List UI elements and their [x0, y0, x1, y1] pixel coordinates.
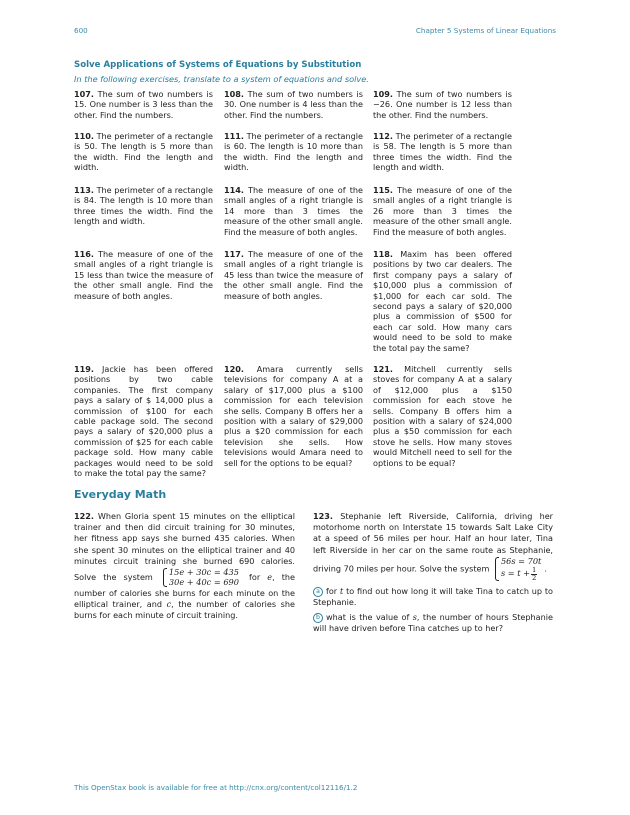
exercise-text: The sum of two numbers is 30. One number is 4 less than the other. Find the numbers.	[224, 89, 363, 120]
exercise-118	[373, 249, 512, 353]
exercise-text: for	[326, 585, 338, 596]
exercise-number: 113.	[74, 185, 94, 195]
exercise-text: Jackie has been offered positions by two cable companies. The first company pays a salary of $ 14,000 plus a commission of $100 for each cable package sold. The second pays a salary of $20,000 plus a commission of $25 for each cable package sold. How many cable packages would need to be sold to make the total pay the same?	[74, 364, 213, 479]
exercise-number: 107.	[74, 89, 94, 99]
exercise-text: The perimeter of a rectangle is 58. The length is 5 more than three times the width. Find the length and width.	[373, 131, 512, 173]
variable: t	[339, 585, 344, 596]
exercise-text: The measure of one of the small angles of a right triangle is 15 less than twice the measure of the other small angle. Find the measure of both angles.	[74, 249, 213, 301]
exercise-text: When Gloria spent 15 minutes on the elliptical trainer and then did circuit training for 30 minutes, her fitness app says she burned 435 calories. When she spent 30 minutes on the elliptical trainer and 40 minutes circuit training she burned 690 calories. Solve the system	[74, 511, 295, 582]
exercise-text: Maxim has been offered positions by two car dealers. The first company pays a salary of $10,000 plus a commission of $1,000 for each car sold. The second pays a salary of $20,000 plus a commission of $500 for each car sold. How many cars would need to be sold to make the total pay the same?	[373, 249, 512, 353]
exercise-112	[373, 131, 512, 173]
exercise-117	[224, 249, 363, 301]
part-a	[313, 586, 553, 608]
part-marker-icon: b	[313, 613, 323, 623]
variable: c	[166, 599, 172, 610]
exercise-text: Stephanie left Riverside, California, driving her motorhome north on Interstate 15 towards Salt Lake City at a speed of 56 miles per hour. Half an hour later, Tina left Riverside in her car on the same route as Stephanie, driving 70 miles per hour. Solve the system	[313, 511, 554, 574]
equation-system	[163, 567, 239, 588]
exercise-number: 115.	[373, 185, 393, 195]
exercise-number: 120.	[224, 364, 244, 374]
equation-line: 15e + 30c = 435	[168, 567, 239, 578]
exercise-text: what is the value of	[326, 612, 410, 623]
variable: e	[267, 571, 273, 582]
part-marker-icon: a	[313, 587, 323, 597]
exercise-110	[74, 131, 213, 173]
exercise-114	[224, 185, 363, 237]
exercise-text: Mitchell currently sells stoves for company A at a salary of $12,000 plus a $150 commission for each stove he sells. Company B offers him a position with a salary of $24,000 plus a $50 commission for each stove he sells. How many stoves would Mitchell need to sell for the options to be equal?	[373, 364, 512, 468]
equation-line: 30e + 40c = 690	[168, 577, 239, 588]
exercise-text: The perimeter of a rectangle is 50. The length is 5 more than the width. Find the length and width.	[74, 131, 213, 173]
exercise-text: The sum of two numbers is 15. One number is 3 less than the other. Find the numbers.	[74, 89, 213, 120]
equation-end: .	[544, 563, 547, 574]
exercise-text: The perimeter of a rectangle is 84. The length is 10 more than three times the width. Find the length and width.	[74, 185, 213, 227]
exercise-number: 112.	[373, 131, 393, 141]
equation-system	[495, 556, 541, 582]
exercise-number: 109.	[373, 89, 393, 99]
exercise-number: 118.	[373, 249, 393, 259]
exercise-122	[74, 511, 295, 621]
fraction-numerator: 1	[531, 565, 537, 574]
exercise-text: The perimeter of a rectangle is 60. The length is 10 more than the width. Find the length and width.	[224, 131, 363, 173]
equation-line	[501, 566, 541, 582]
exercise-text: The measure of one of the small angles of a right triangle is 45 less than twice the measure of the other small angle. Find the measure of both angles.	[224, 249, 363, 301]
equation-text: s = t +	[500, 568, 530, 579]
exercise-text: Amara currently sells televisions for company A at a salary of $17,000 plus a $100 commission for each television she sells. Company B offers her a position with a salary of $29,000 plus a $20 commission for each television she sells. How televisions would Amara need to sell for the options to be equal?	[224, 364, 363, 468]
exercise-123	[313, 511, 553, 635]
exercise-number: 111.	[224, 131, 244, 141]
exercise-number: 122.	[74, 511, 94, 521]
page-number: 600	[74, 26, 88, 35]
exercise-number: 116.	[74, 249, 94, 259]
exercise-113	[74, 185, 213, 227]
section-instructions: In the following exercises, translate to a system of equations and solve.	[74, 74, 369, 84]
exercise-116	[74, 249, 213, 301]
part-b	[313, 612, 553, 634]
exercise-121	[373, 364, 512, 468]
exercise-text: , the number of calories she burns for each minute of circuit training.	[74, 599, 295, 621]
equation-line: 56s = 70t	[500, 555, 542, 566]
exercise-119	[74, 364, 213, 478]
exercise-text: The measure of one of the small angles of a right triangle is 14 more than 3 times the measure of the other small angle. Find the measure of both angles.	[224, 185, 363, 237]
exercise-number: 108.	[224, 89, 244, 99]
exercise-107	[74, 89, 213, 120]
fraction	[531, 567, 537, 582]
exercise-text: The sum of two numbers is −26. One number is 12 less than the other. Find the numbers.	[373, 89, 512, 120]
exercise-number: 119.	[74, 364, 94, 374]
exercise-text: , the number of calories she burns for each minute on the elliptical trainer, and	[74, 571, 296, 610]
exercise-number: 123.	[313, 511, 333, 521]
everyday-math-heading: Everyday Math	[74, 488, 167, 501]
exercise-120	[224, 364, 363, 468]
exercise-109	[373, 89, 512, 120]
exercise-number: 117.	[224, 249, 244, 259]
variable: s	[412, 612, 417, 623]
footer-note: This OpenStax book is available for free at http://cnx.org/content/col12116/1.2	[74, 783, 358, 792]
exercise-111	[224, 131, 363, 173]
exercise-number: 110.	[74, 131, 94, 141]
exercise-number: 121.	[373, 364, 393, 374]
exercise-text: for	[249, 571, 261, 582]
exercise-108	[224, 89, 363, 120]
exercise-115	[373, 185, 512, 237]
exercise-text: to find out how long it will take Tina to catch up to Stephanie.	[313, 585, 554, 607]
exercise-text: , the number of hours Stephanie will have driven before Tina catches up to her?	[313, 612, 553, 634]
section-title: Solve Applications of Systems of Equations by Substitution	[74, 60, 362, 70]
fraction-denominator: 2	[531, 573, 537, 582]
exercise-number: 114.	[224, 185, 244, 195]
exercise-text: The measure of one of the small angles of a right triangle is 26 more than 3 times the measure of the other small angle. Find the measure of both angles.	[373, 185, 512, 237]
chapter-header: Chapter 5 Systems of Linear Equations	[415, 26, 556, 35]
